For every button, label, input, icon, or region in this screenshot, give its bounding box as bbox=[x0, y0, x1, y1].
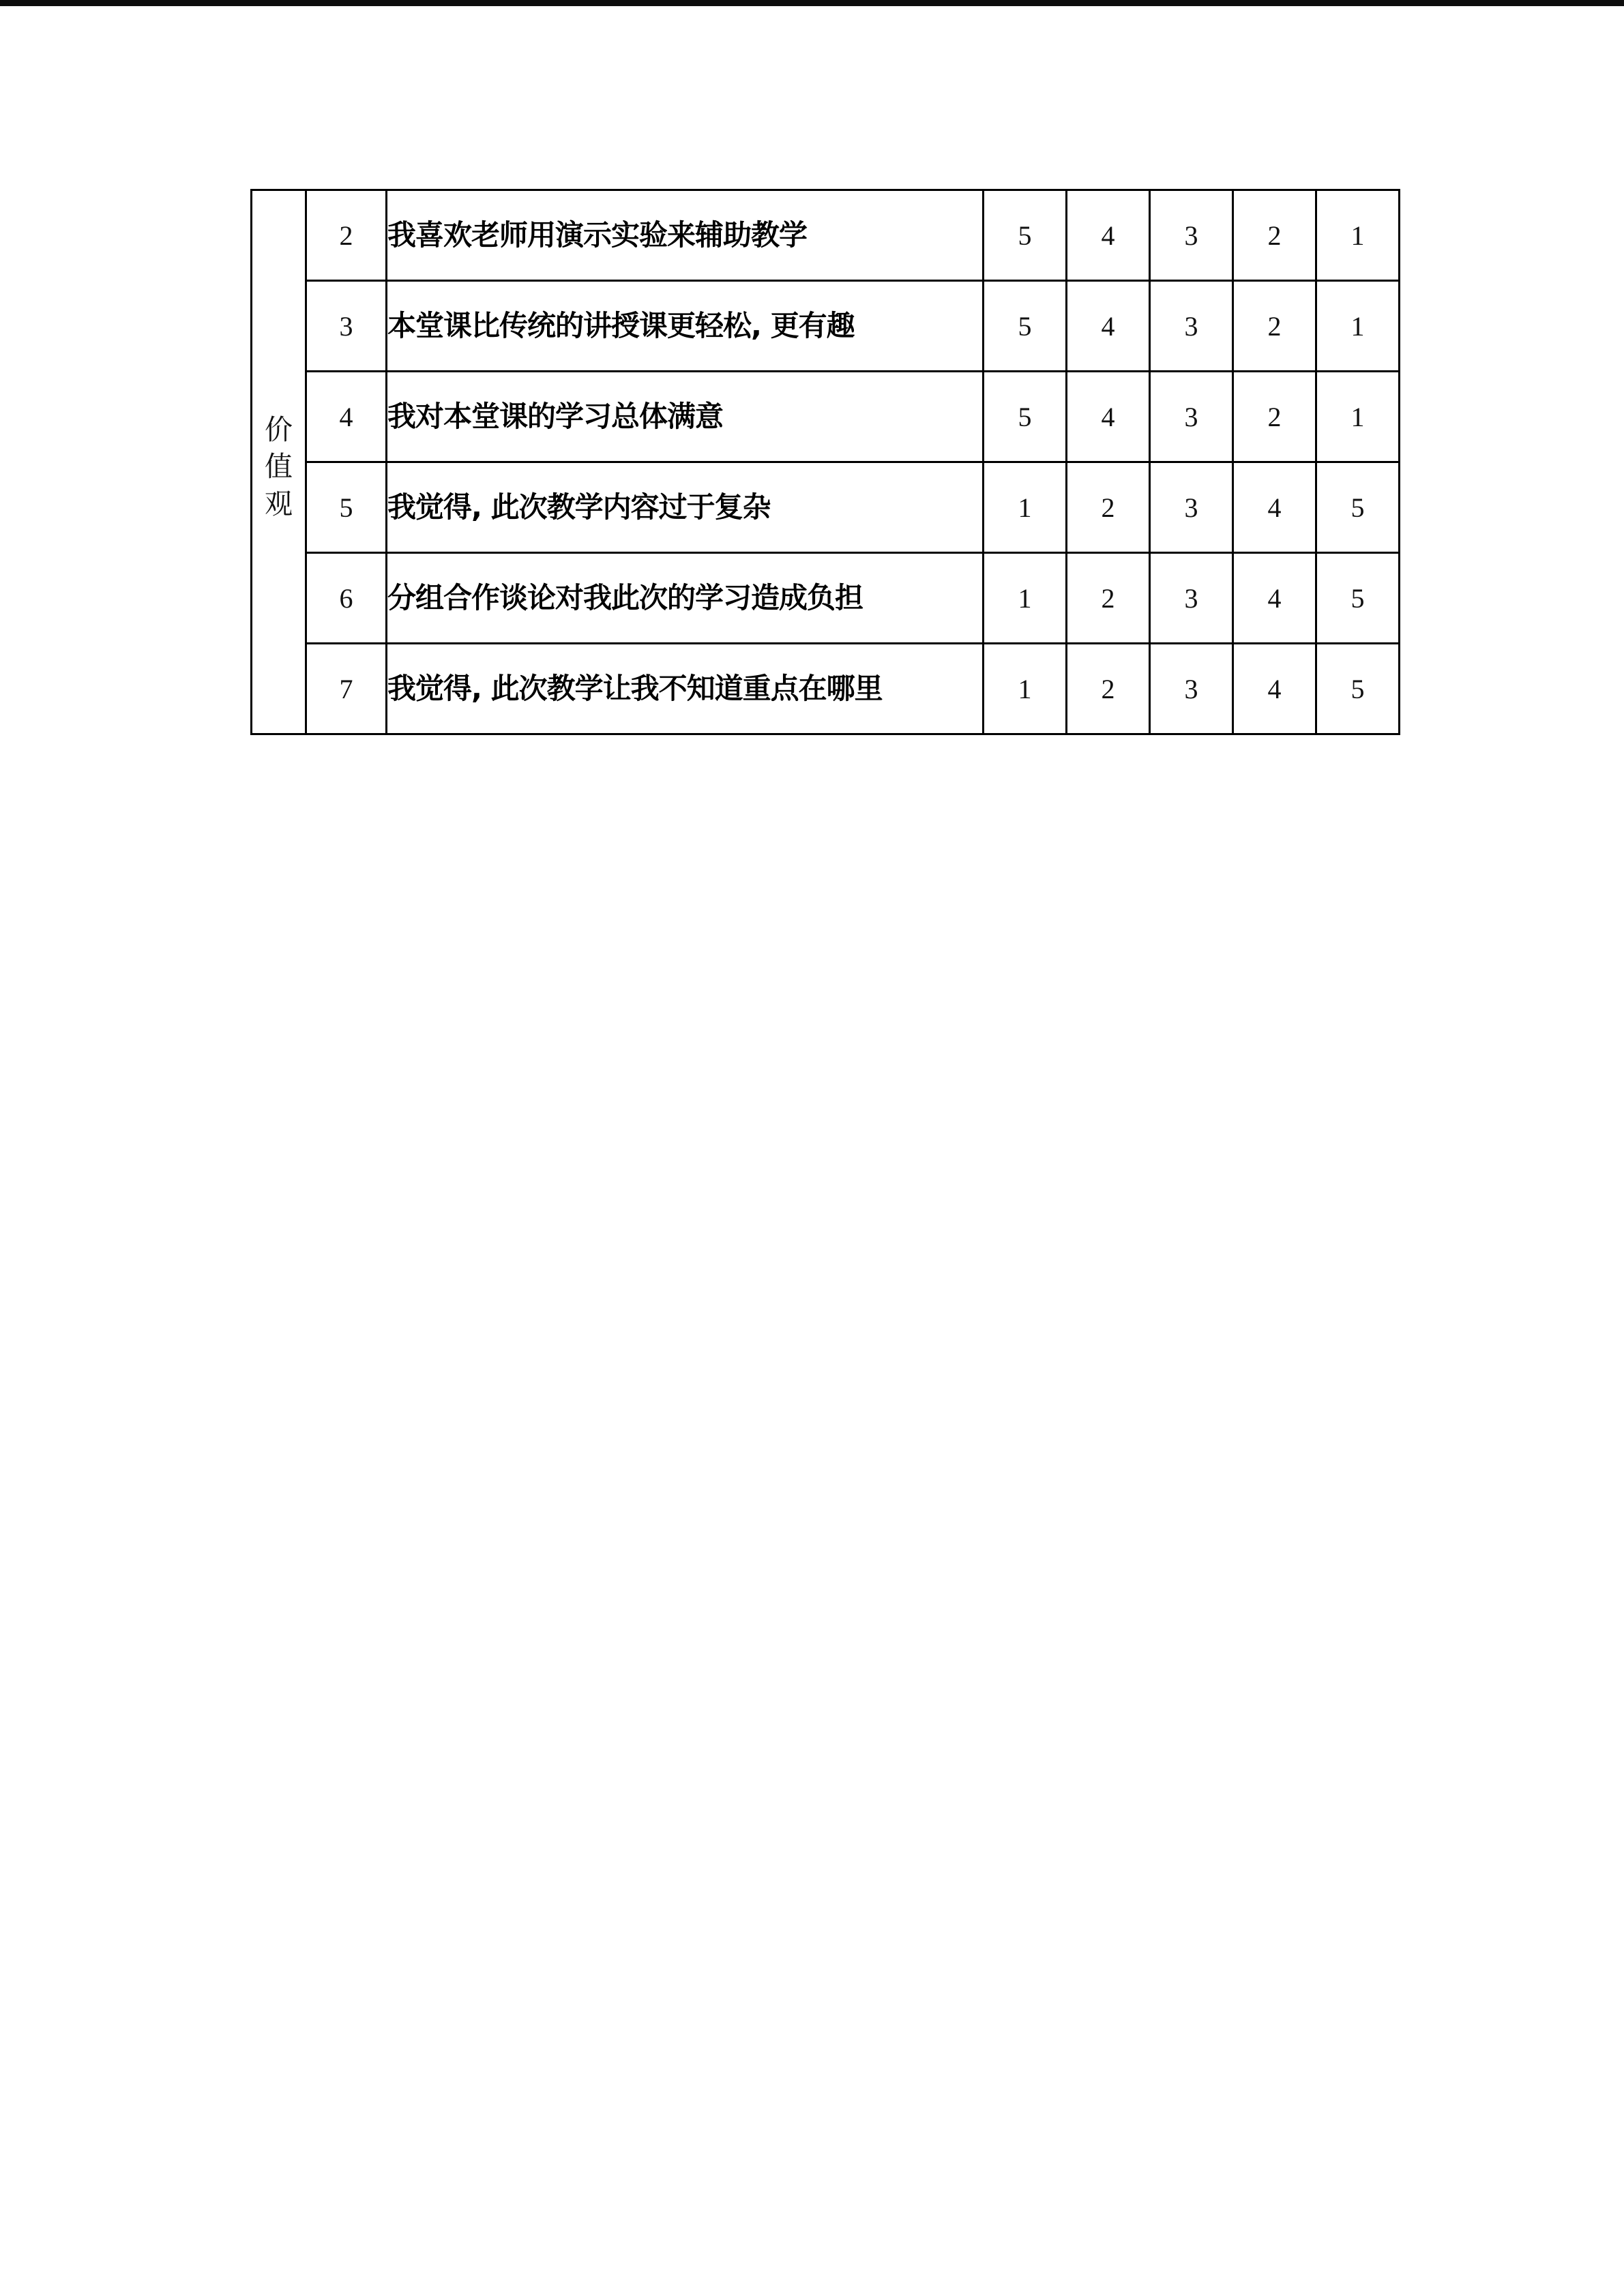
scale-option-cell[interactable]: 3 bbox=[1150, 462, 1233, 553]
scale-option-cell[interactable]: 2 bbox=[1233, 190, 1316, 281]
table-row bbox=[252, 281, 1400, 372]
scale-option-cell[interactable]: 3 bbox=[1150, 553, 1233, 644]
category-label-char: 价 bbox=[265, 414, 293, 446]
table-row bbox=[252, 644, 1400, 734]
scale-option-cell[interactable]: 4 bbox=[1067, 190, 1150, 281]
table-row bbox=[252, 462, 1400, 553]
scale-option-cell[interactable]: 5 bbox=[984, 190, 1067, 281]
item-number-cell: 5 bbox=[306, 462, 387, 553]
statement-cell: 我觉得, 此次教学让我不知道重点在哪里 bbox=[387, 644, 984, 734]
statement-cell: 我喜欢老师用演示实验来辅助教学 bbox=[387, 190, 984, 281]
table-row bbox=[252, 553, 1400, 644]
survey-table-container bbox=[250, 189, 1399, 735]
table-row bbox=[252, 372, 1400, 462]
survey-table bbox=[250, 189, 1400, 735]
scale-option-cell[interactable]: 1 bbox=[984, 553, 1067, 644]
scale-option-cell[interactable]: 2 bbox=[1067, 644, 1150, 734]
scale-option-cell[interactable]: 4 bbox=[1233, 462, 1316, 553]
statement-cell: 我觉得, 此次教学内容过于复杂 bbox=[387, 462, 984, 553]
scale-option-cell[interactable]: 1 bbox=[984, 462, 1067, 553]
item-number-cell: 6 bbox=[306, 553, 387, 644]
statement-cell: 分组合作谈论对我此次的学习造成负担 bbox=[387, 553, 984, 644]
scale-option-cell[interactable]: 3 bbox=[1150, 281, 1233, 372]
scale-option-cell[interactable]: 5 bbox=[984, 372, 1067, 462]
category-label-char: 值 bbox=[265, 451, 293, 483]
scale-option-cell[interactable]: 1 bbox=[1316, 372, 1400, 462]
scale-option-cell[interactable]: 5 bbox=[1316, 644, 1400, 734]
item-number-cell: 3 bbox=[306, 281, 387, 372]
category-header-cell bbox=[252, 190, 306, 734]
scale-option-cell[interactable]: 3 bbox=[1150, 644, 1233, 734]
item-number-cell: 7 bbox=[306, 644, 387, 734]
category-label-char: 观 bbox=[265, 488, 293, 520]
scale-option-cell[interactable]: 4 bbox=[1067, 372, 1150, 462]
scale-option-cell[interactable]: 2 bbox=[1067, 462, 1150, 553]
scale-option-cell[interactable]: 2 bbox=[1233, 281, 1316, 372]
statement-cell: 我对本堂课的学习总体满意 bbox=[387, 372, 984, 462]
scale-option-cell[interactable]: 5 bbox=[1316, 462, 1400, 553]
scale-option-cell[interactable]: 5 bbox=[984, 281, 1067, 372]
scale-option-cell[interactable]: 1 bbox=[1316, 281, 1400, 372]
category-label-vertical bbox=[252, 402, 305, 522]
scale-option-cell[interactable]: 4 bbox=[1233, 644, 1316, 734]
scale-option-cell[interactable]: 2 bbox=[1233, 372, 1316, 462]
scale-option-cell[interactable]: 1 bbox=[1316, 190, 1400, 281]
survey-table-body bbox=[252, 190, 1400, 734]
scale-option-cell[interactable]: 4 bbox=[1067, 281, 1150, 372]
scale-option-cell[interactable]: 1 bbox=[984, 644, 1067, 734]
scale-option-cell[interactable]: 4 bbox=[1233, 553, 1316, 644]
table-row bbox=[252, 190, 1400, 281]
statement-cell: 本堂课比传统的讲授课更轻松, 更有趣 bbox=[387, 281, 984, 372]
scale-option-cell[interactable]: 3 bbox=[1150, 372, 1233, 462]
scan-edge-artifact bbox=[0, 0, 1624, 6]
scale-option-cell[interactable]: 5 bbox=[1316, 553, 1400, 644]
scale-option-cell[interactable]: 2 bbox=[1067, 553, 1150, 644]
scale-option-cell[interactable]: 3 bbox=[1150, 190, 1233, 281]
item-number-cell: 2 bbox=[306, 190, 387, 281]
item-number-cell: 4 bbox=[306, 372, 387, 462]
